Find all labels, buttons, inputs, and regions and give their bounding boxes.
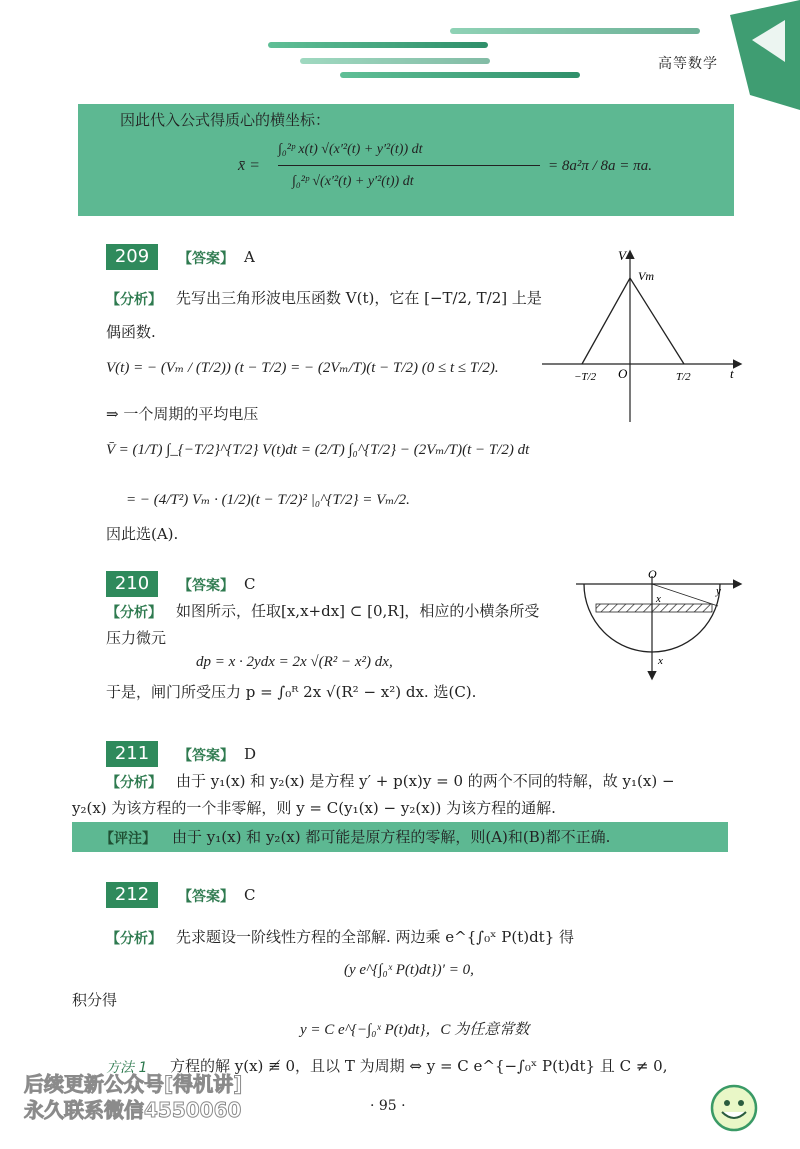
analysis-label: 【分析】 [106, 292, 162, 308]
analysis-line: 如图所示，任取[x,x+dx] ⊂ [0,R]，相应的小横条所受 [176, 602, 540, 620]
comment-label: 【评注】 [100, 831, 156, 847]
question-number: 210 [106, 571, 158, 597]
analysis-line: 于是，闸门所受压力 p = ∫₀ᴿ 2x √(R² − x²) dx. 选(C). [106, 683, 477, 701]
analysis-line: 方程的解 y(x) ≢ 0，且以 T 为周期 ⇔ y = C e^{−∫₀ˣ P(t)dt} 且 C ≠ 0, [170, 1057, 668, 1075]
formula-line: V(t) = − (Vₘ / (T/2)) (t − T/2) = − (2Vₘ/T)(t − T/2) (0 ≤ t ≤ T/2). [106, 360, 499, 376]
analysis-line: ⇒ 一个周期的平均电压 [106, 405, 259, 423]
v-axis-label: V [618, 248, 626, 263]
x-label: x [656, 593, 661, 605]
continuation-box [78, 104, 734, 216]
formula-line: dp = x · 2ydx = 2x √(R² − x²) dx, [196, 654, 393, 670]
semicircle-gate-graph [570, 566, 750, 686]
t-axis-label: t [730, 366, 734, 381]
formula-line: V̄ = (1/T) ∫_{−T/2}^{T/2} V(t)dt = (2/T) ∫₀^{T/2} − (2Vₘ/T)(t − T/2) dt [106, 442, 530, 458]
question-number: 212 [106, 882, 158, 908]
box-denominator: ∫₀²ᵖ √(x′²(t) + y′²(t)) dt [292, 174, 414, 189]
answer-value: A [244, 248, 255, 266]
header-stripe [268, 42, 488, 48]
formula-line: y = C e^{−∫₀ˣ P(t)dt}，C 为任意常数 [300, 1022, 530, 1038]
left-tick-label: −T/2 [574, 371, 597, 383]
header-stripe [300, 58, 490, 64]
header-stripe [450, 28, 700, 34]
book-title: 高等数学 [658, 56, 718, 72]
analysis-line: 积分得 [72, 991, 118, 1009]
peak-label: Vm [638, 269, 654, 283]
analysis-line: y₂(x) 为该方程的一个非零解，则 y = C(y₁(x) − y₂(x)) 为该方程的通解. [72, 799, 556, 817]
analysis-line: 先求题设一阶线性方程的全部解. 两边乘 e^{∫₀ˣ P(t)dt} 得 [176, 928, 575, 946]
analysis-line: 因此选(A). [106, 525, 179, 543]
comment-text: 由于 y₁(x) 和 y₂(x) 都可能是原方程的零解，则(A)和(B)都不正确. [172, 828, 611, 846]
box-lhs: x̄ = [238, 157, 260, 174]
analysis-line: 先写出三角形波电压函数 V(t)，它在 [−T/2, T/2] 上是 [176, 289, 542, 307]
watermark: 后续更新公众号[得机讲] [24, 1072, 243, 1096]
answer-label: 【答案】 [178, 889, 234, 905]
origin-label: O [648, 567, 657, 581]
corner-tab-decoration [730, 0, 800, 110]
comment-box [72, 822, 728, 852]
right-tick-label: T/2 [676, 371, 691, 383]
box-result: = 8a²π / 8a = πa. [548, 158, 652, 174]
answer-label: 【答案】 [178, 578, 234, 594]
analysis-label: 【分析】 [106, 605, 162, 621]
question-number: 209 [106, 244, 158, 270]
answer-value: D [244, 745, 257, 763]
answer-label: 【答案】 [178, 251, 234, 267]
box-intro: 因此代入公式得质心的横坐标： [120, 111, 331, 129]
triangle-wave-graph [540, 240, 750, 430]
header-stripe [340, 72, 580, 78]
answer-value: C [244, 886, 256, 904]
analysis-line: 压力微元 [106, 629, 167, 647]
method-label: 方法 1 [106, 1060, 148, 1076]
analysis-label: 【分析】 [106, 931, 162, 947]
answer-value: C [244, 575, 256, 593]
answer-label: 【答案】 [178, 748, 234, 764]
fraction-bar [278, 165, 540, 166]
y-label: y [716, 585, 721, 597]
origin-label: O [618, 366, 628, 381]
analysis-line: 由于 y₁(x) 和 y₂(x) 是方程 y′ + p(x)y = 0 的两个不同的特解，故 y₁(x) − [176, 772, 675, 790]
question-number: 211 [106, 741, 158, 767]
x-axis-label: x [658, 655, 663, 667]
watermark: 永久联系微信4550060 [24, 1098, 242, 1122]
analysis-line: 偶函数. [106, 323, 156, 341]
formula-line: (y e^{∫₀ˣ P(t)dt})′ = 0, [344, 962, 474, 978]
page-number: · 95 · [370, 1098, 406, 1114]
smiley-icon [708, 1082, 760, 1134]
box-numerator: ∫₀²ᵖ x(t) √(x′²(t) + y′²(t)) dt [278, 142, 423, 157]
analysis-label: 【分析】 [106, 775, 162, 791]
formula-line: = − (4/T²) Vₘ · (1/2)(t − T/2)² |₀^{T/2} = Vₘ/2. [126, 492, 410, 508]
